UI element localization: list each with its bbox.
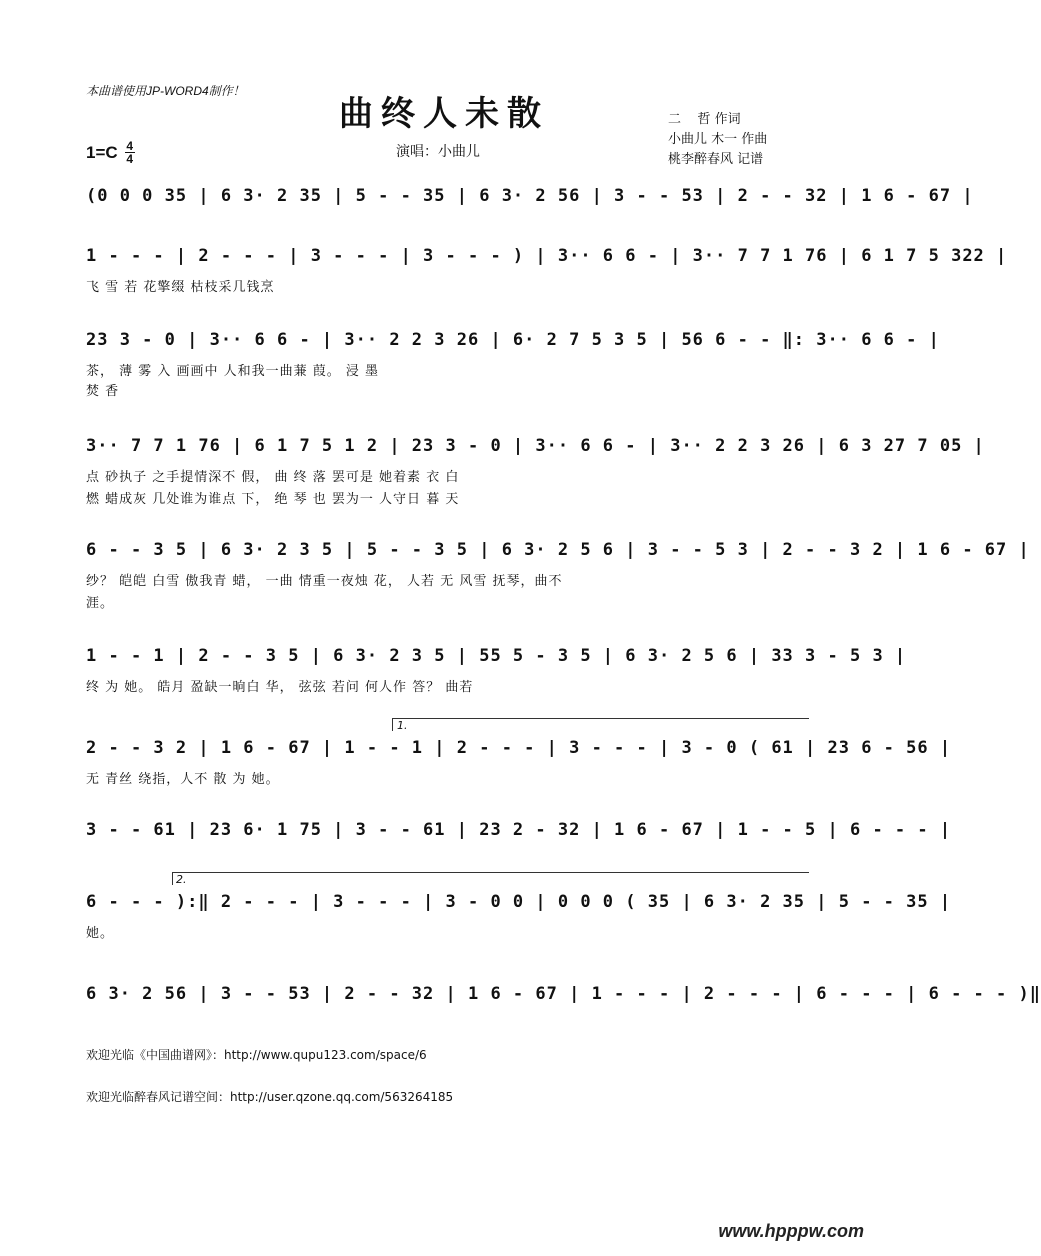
- time-bottom: 4: [126, 152, 134, 166]
- volta-bracket-2: [172, 872, 809, 885]
- time-signature: [125, 140, 135, 165]
- lyric-row: 她。: [86, 926, 115, 941]
- song-title: 曲终人未散: [339, 94, 549, 134]
- credit-composer: 小曲儿 木一 作曲: [668, 132, 768, 147]
- lyric-row: 无 青丝 绕指，人不 散 为 她。: [86, 772, 280, 787]
- maker-note: 本曲谱使用JP-WORD4制作！: [86, 84, 245, 98]
- time-top: 4: [126, 139, 134, 153]
- lyric-row: 焚 香: [86, 384, 120, 399]
- notes: 3 - - 61 | 23 6· 1 75 | 3 - - 61 | 23 2 - 32 | 1 6 - 67 | 1 - - 5 | 6 - - - |: [86, 820, 952, 840]
- lyric-row: 涯。: [86, 596, 115, 611]
- credit-transcriber: 桃李醉春风 记谱: [668, 152, 764, 167]
- notes: 3·· 7 7 1 76 | 6 1 7 5 1 2 | 23 3 - 0 | 3·· 6 6 - | 3·· 2 2 3 26 | 6 3 27 7 05 |: [86, 436, 985, 456]
- notes: 6 - - 3 5 | 6 3· 2 3 5 | 5 - - 3 5 | 6 3· 2 5 6 | 3 - - 5 3 | 2 - - 3 2 | 1 6 - 67 |: [86, 540, 1030, 560]
- watermark: www.hpppw.com: [718, 1221, 864, 1241]
- lyric-row: 茶， 薄 雾 入 画画中 人和我一曲蒹 葭。 浸 墨: [86, 364, 380, 379]
- lyric-row: 终 为 她。 皓月 盈缺一晌白 华， 弦弦 若问 何人作 答？ 曲若: [86, 680, 474, 695]
- volta-label-2: 2.: [176, 873, 187, 886]
- singer: 演唱：小曲儿: [396, 144, 480, 160]
- footer-link-qzone[interactable]: 欢迎光临醉春风记谱空间：http://user.qzone.qq.com/563264185: [86, 1090, 454, 1104]
- notes: 1 - - - | 2 - - - | 3 - - - | 3 - - - ) | 3·· 6 6 - | 3·· 7 7 1 76 | 6 1 7 5 322 |: [86, 246, 1008, 266]
- volta-label-1: 1.: [397, 719, 408, 732]
- lyric-row: 纱？ 皑皑 白雪 傲我青 蜡， 一曲 情重一夜烛 花， 人若 无 风雪 抚琴，曲不: [86, 574, 563, 589]
- lyric-row: 燃 蜡成灰 几处谁为谁点 下， 绝 琴 也 罢为一 人守日 暮 天: [86, 492, 460, 507]
- notes: 2 - - 3 2 | 1 6 - 67 | 1 - - 1 | 2 - - - | 3 - - - | 3 - 0 ( 61 | 23 6 - 56 |: [86, 738, 952, 758]
- notes: (0 0 0 35 | 6 3· 2 35 | 5 - - 35 | 6 3· 2 56 | 3 - - 53 | 2 - - 32 | 1 6 - 67 |: [86, 186, 974, 206]
- credits: [668, 110, 767, 170]
- lyric-row: 飞 雪 若 花擎缀 枯枝采几钱烹: [86, 280, 275, 295]
- key-label: 1=C: [86, 142, 118, 162]
- lyric-row: 点 砂执子 之手提情深不 假， 曲 终 落 罢可是 她着素 衣 白: [86, 470, 460, 485]
- notes: 6 - - - ):‖ 2 - - - | 3 - - - | 3 - 0 0 | 0 0 0 ( 35 | 6 3· 2 35 | 5 - - 35 |: [86, 892, 952, 912]
- volta-bracket-1: [392, 718, 809, 731]
- notes: 23 3 - 0 | 3·· 6 6 - | 3·· 2 2 3 26 | 6· 2 7 5 3 5 | 56 6 - - ‖: 3·· 6 6 - |: [86, 330, 940, 350]
- footer-link-qupu[interactable]: 欢迎光临《中国曲谱网》：http://www.qupu123.com/space/6: [86, 1048, 427, 1062]
- credit-lyricist: 二 哲 作词: [668, 112, 741, 127]
- notes: 6 3· 2 56 | 3 - - 53 | 2 - - 32 | 1 6 - 67 | 1 - - - | 2 - - - | 6 - - - | 6 - - - )‖: [86, 984, 1041, 1004]
- key-signature: [86, 140, 135, 165]
- notes: 1 - - 1 | 2 - - 3 5 | 6 3· 2 3 5 | 55 5 - 3 5 | 6 3· 2 5 6 | 33 3 - 5 3 |: [86, 646, 907, 666]
